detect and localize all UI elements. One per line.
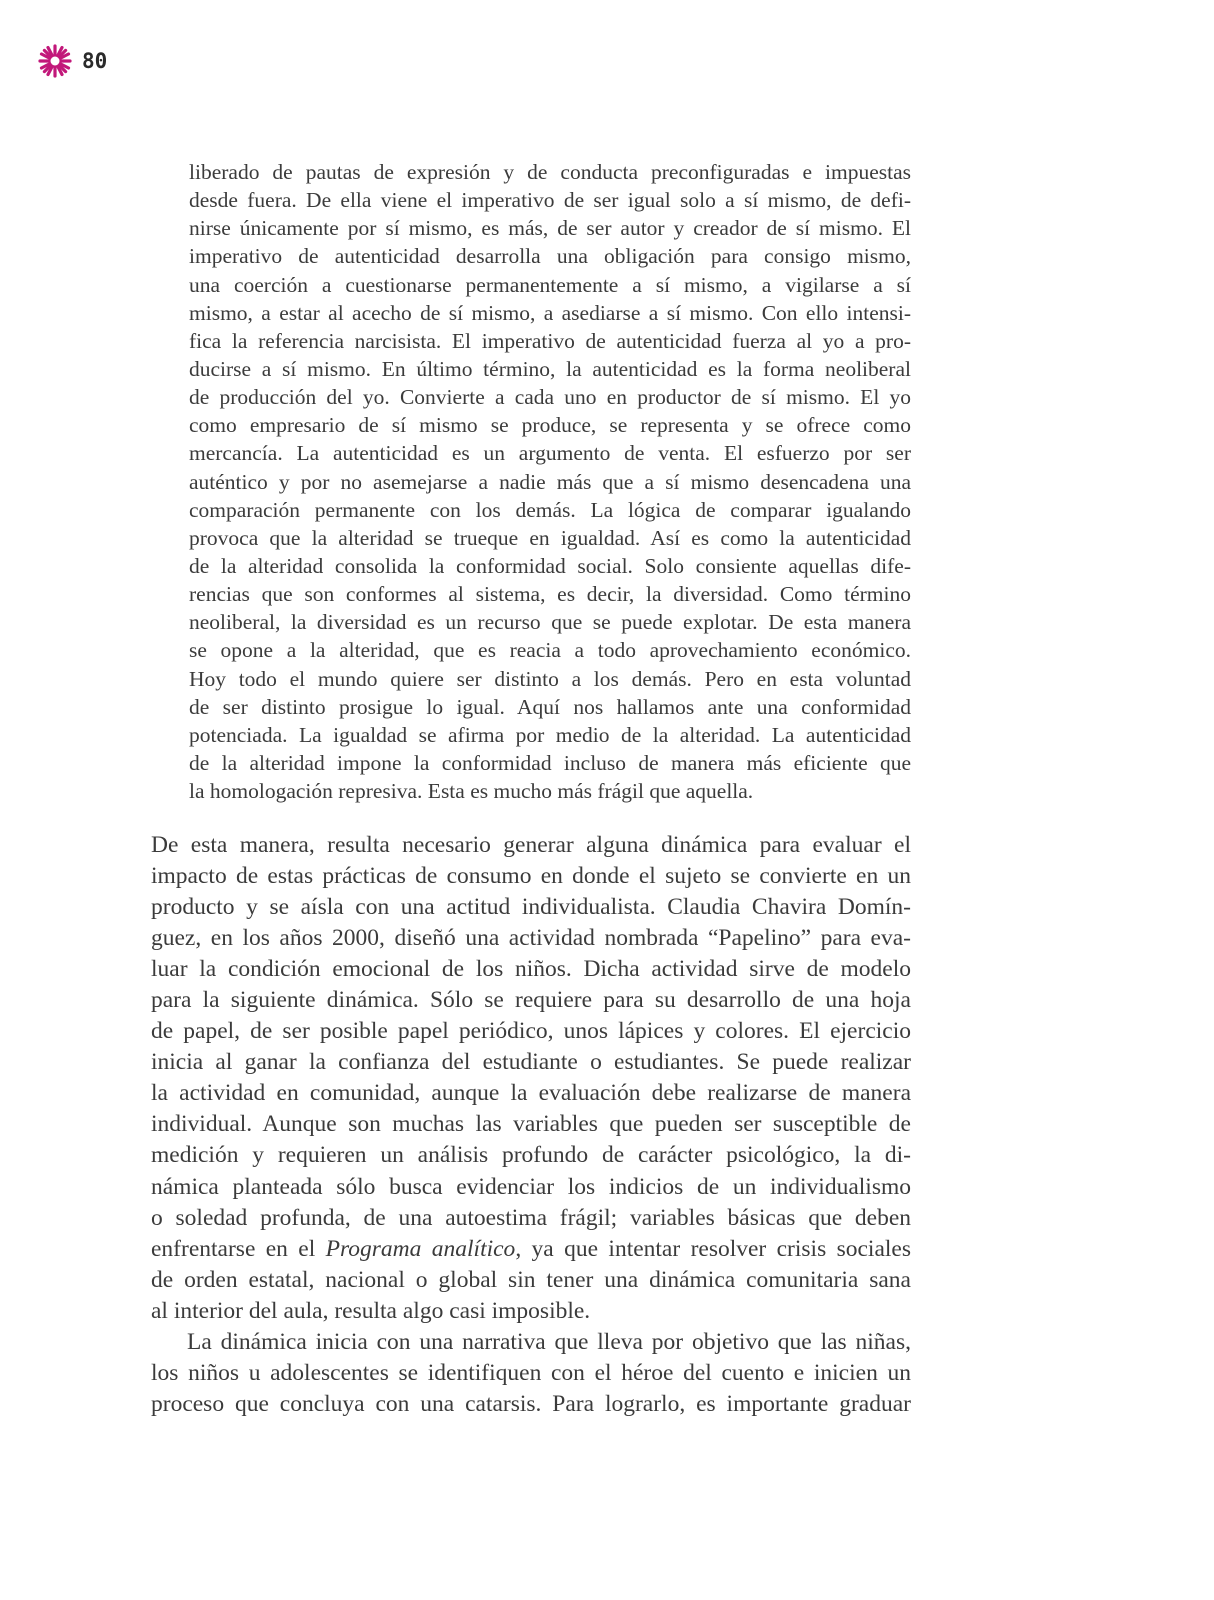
body-line: La dinámica inicia con una narrativa que lleva por objetivo que las niñas, — [187, 1328, 911, 1355]
block-quote — [189, 158, 911, 805]
quote-line: de la alteridad consolida la conformidad social. Solo consiente aquellas dife- — [189, 553, 911, 578]
body-line: impacto de estas prácticas de consumo en donde el sujeto se convierte en un — [151, 863, 911, 890]
quote-line: ducirse a sí mismo. En último término, la autenticidad es la forma neoliberal — [189, 356, 911, 381]
quote-line: provoca que la alteridad se trueque en igualdad. Así es como la autenticidad — [189, 525, 911, 550]
quote-line: potenciada. La igualdad se afirma por medio de la alteridad. La autenticidad — [189, 722, 911, 747]
body-line — [151, 1234, 911, 1265]
body-line: para la siguiente dinámica. Sólo se requiere para su desarrollo de una hoja — [151, 987, 911, 1014]
quote-line: auténtico y por no asemejarse a nadie más que a sí mismo desencadena una — [189, 469, 911, 494]
body-line: proceso que concluya con una catarsis. Para lograrlo, es importante graduar — [151, 1390, 911, 1417]
paragraph — [151, 1327, 911, 1420]
quote-line: de ser distinto prosigue lo igual. Aquí nos hallamos ante una conformidad — [189, 694, 911, 719]
body-line: De esta manera, resulta necesario generar alguna dinámica para evaluar el — [151, 832, 911, 858]
quote-line: de la alteridad impone la conformidad incluso de manera más eficiente que — [189, 750, 911, 775]
body-line: de orden estatal, nacional o global sin tener una dinámica comunitaria sana — [151, 1266, 911, 1293]
body-line: o soledad profunda, de una autoestima frágil; variables básicas que deben — [151, 1204, 911, 1231]
body-line: los niños u adolescentes se identifiquen con el héroe del cuento e inicien un — [151, 1359, 911, 1386]
asterisk-star-icon — [38, 44, 72, 78]
quote-line: liberado de pautas de expresión y de conducta preconfiguradas e impuestas — [189, 160, 911, 184]
body-line: al interior del aula, resulta algo casi imposible. — [151, 1297, 591, 1324]
quote-line: se opone a la alteridad, que es reacia a todo aprovechamiento económico. — [189, 638, 911, 663]
body-line: de papel, de ser posible papel periódico, unos lápices y colores. El ejercicio — [151, 1018, 911, 1045]
program-title-italic: Programa analítico — [325, 1235, 516, 1262]
body-line: inicia al ganar la confianza del estudiante o estudiantes. Se puede realizar — [151, 1049, 911, 1076]
body-line: guez, en los años 2000, diseñó una actividad nombrada “Papelino” para eva- — [151, 925, 911, 952]
body-text-segment: , ya que intentar resolver crisis sociales — [515, 1235, 911, 1262]
quote-line: mismo, a estar al acecho de sí mismo, a asediarse a sí mismo. Con ello intensi- — [189, 300, 911, 325]
body-text-segment: enfrentarse en el — [151, 1235, 326, 1262]
body-line: medición y requieren un análisis profundo de carácter psicológico, la di- — [151, 1142, 911, 1169]
body-line: luar la condición emocional de los niños. Dicha actividad sirve de modelo — [151, 956, 911, 983]
quote-line: desde fuera. De ella viene el imperativo de ser igual solo a sí mismo, de defi- — [189, 188, 911, 213]
quote-line: rencias que son conformes al sistema, es decir, la diversidad. Como término — [189, 582, 911, 607]
page-header — [38, 44, 107, 78]
quote-line: imperativo de autenticidad desarrolla una obligación para consigo mismo, — [189, 244, 911, 269]
quote-line: de producción del yo. Convierte a cada uno en productor de sí mismo. El yo — [189, 385, 911, 410]
paragraph — [151, 830, 911, 1327]
body-line: la actividad en comunidad, aunque la evaluación debe realizarse de manera — [151, 1080, 911, 1107]
quote-line: nirse únicamente por sí mismo, es más, de ser autor y creador de sí mismo. El — [189, 216, 911, 241]
quote-line: comparación permanente con los demás. La lógica de comparar igualando — [189, 497, 911, 522]
body-text — [151, 830, 911, 1420]
body-line: námica planteada sólo busca evidenciar los indicios de un individualismo — [151, 1173, 911, 1200]
quote-line: Hoy todo el mundo quiere ser distinto a los demás. Pero en esta voluntad — [189, 666, 911, 691]
quote-line: neoliberal, la diversidad es un recurso que se puede explotar. De esta manera — [189, 610, 911, 635]
page-number: 80 — [82, 49, 108, 73]
quote-line: una coerción a cuestionarse permanentemente a sí mismo, a vigilarse a sí — [189, 272, 911, 297]
quote-line: como empresario de sí mismo se produce, se representa y se ofrece como — [189, 413, 911, 438]
quote-line: fica la referencia narcisista. El imperativo de autenticidad fuerza al yo a pro- — [189, 328, 911, 353]
body-line: producto y se aísla con una actitud individualista. Claudia Chavira Domín- — [151, 894, 911, 921]
quote-line: la homologación represiva. Esta es mucho más frágil que aquella. — [189, 779, 754, 804]
body-line: individual. Aunque son muchas las variables que pueden ser susceptible de — [151, 1111, 911, 1138]
quote-line: mercancía. La autenticidad es un argumento de venta. El esfuerzo por ser — [189, 441, 911, 466]
